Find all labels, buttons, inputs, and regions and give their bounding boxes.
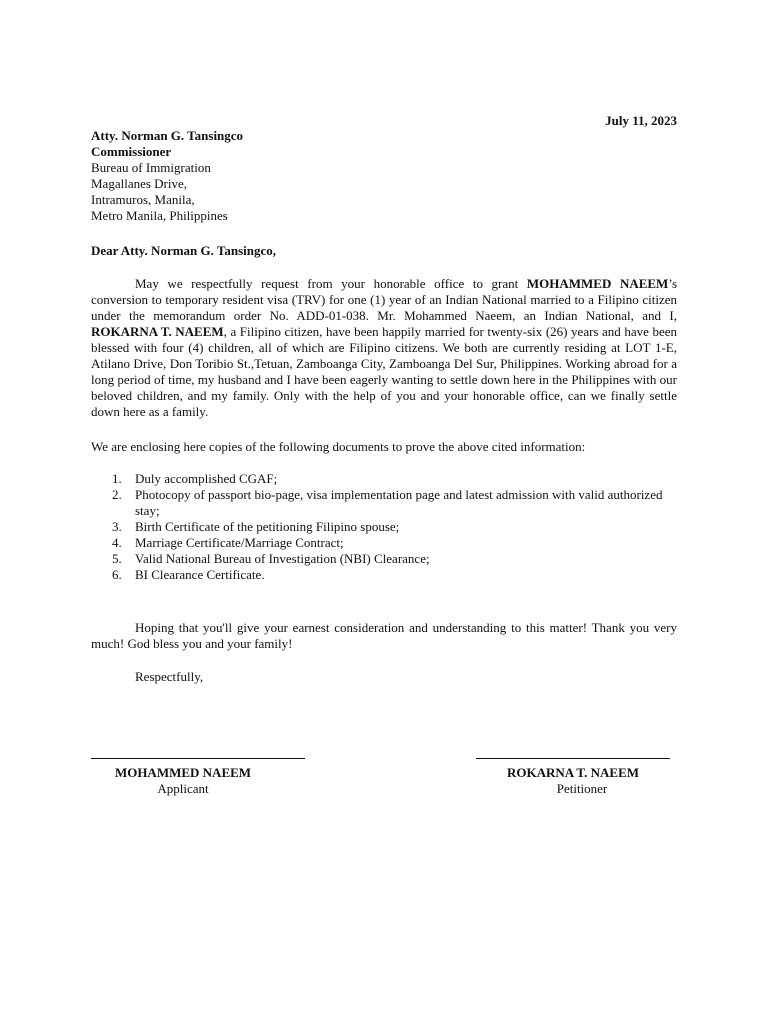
document-list (91, 471, 671, 583)
applicant-name-inline: MOHAMMED NAEEM (526, 276, 669, 291)
list-item (91, 471, 671, 487)
petitioner-name-inline: ROKARNA T. NAEEM (91, 324, 224, 339)
list-text: Duly accomplished CGAF; (135, 471, 278, 486)
recipient-address-line: Metro Manila, Philippines (91, 208, 228, 223)
request-text: , a Filipino citizen, have been happily married for twenty-six (26) years and have been blessed with four (4) children, all of which are Filipino citizens. We both are currently residing at LOT 1-E, Atilano Drive, Don Toribio St.,Tetuan, Zamboanga City, Zamboanga Del Sur, Philippines. Working abroad for a long period of time, my husband and I have been eagerly wanting to settle down here in the Philippines with our beloved children, and my family. Only with the help of you and your honorable office, can we finally settle down here as a family. (91, 324, 677, 419)
request-text: May we respectfully request from your honorable office to grant (135, 276, 527, 291)
request-text: ’s conversion to temporary resident visa (TRV) for one (1) year of an Indian National married to a Filipino citizen under the memorandum order No. ADD-01-038. Mr. Mohammed Naeem, an Indian National, and I, (91, 276, 677, 323)
recipient-address-line: Bureau of Immigration (91, 160, 211, 175)
request-paragraph (91, 276, 677, 420)
list-text: Photocopy of passport bio-page, visa implementation page and latest admission with valid authorized stay; (135, 487, 663, 518)
petitioner-role: Petitioner (556, 781, 608, 796)
list-number: 6. (112, 567, 122, 582)
closing-paragraph-text: Hoping that you'll give your earnest consideration and understanding to this matter! Thank you very much! God bless you and your family! (91, 620, 677, 651)
closing-phrase: Respectfully, (135, 669, 204, 684)
list-text: Birth Certificate of the petitioning Filipino spouse; (135, 519, 400, 534)
applicant-role: Applicant (157, 781, 209, 796)
recipient-address-line: Magallanes Drive, (91, 176, 188, 191)
recipient-title: Commissioner (91, 144, 172, 159)
list-number: 3. (112, 519, 122, 534)
signature-line (476, 758, 670, 759)
list-number: 4. (112, 535, 122, 550)
list-item (91, 519, 671, 535)
applicant-name: MOHAMMED NAEEM (114, 765, 252, 780)
petitioner-name: ROKARNA T. NAEEM (506, 765, 640, 780)
enclosure-intro: We are enclosing here copies of the following documents to prove the above cited information: (91, 439, 586, 454)
salutation: Dear Atty. Norman G. Tansingco, (91, 243, 277, 258)
list-text: Valid National Bureau of Investigation (NBI) Clearance; (135, 551, 430, 566)
recipient-block (91, 128, 243, 224)
signature-line (91, 758, 305, 759)
recipient-address-line: Intramuros, Manila, (91, 192, 195, 207)
list-text: BI Clearance Certificate. (135, 567, 265, 582)
list-item (91, 567, 671, 583)
applicant-signature-block (91, 758, 305, 797)
list-number: 1. (112, 471, 122, 486)
list-number: 5. (112, 551, 122, 566)
closing-paragraph (91, 620, 677, 652)
petitioner-signature-block (476, 758, 670, 797)
list-number: 2. (112, 487, 122, 502)
list-item (91, 551, 671, 567)
letter-date: July 11, 2023 (605, 113, 677, 128)
list-item (91, 487, 671, 519)
recipient-name: Atty. Norman G. Tansingco (91, 128, 244, 143)
list-text: Marriage Certificate/Marriage Contract; (135, 535, 344, 550)
list-item (91, 535, 671, 551)
